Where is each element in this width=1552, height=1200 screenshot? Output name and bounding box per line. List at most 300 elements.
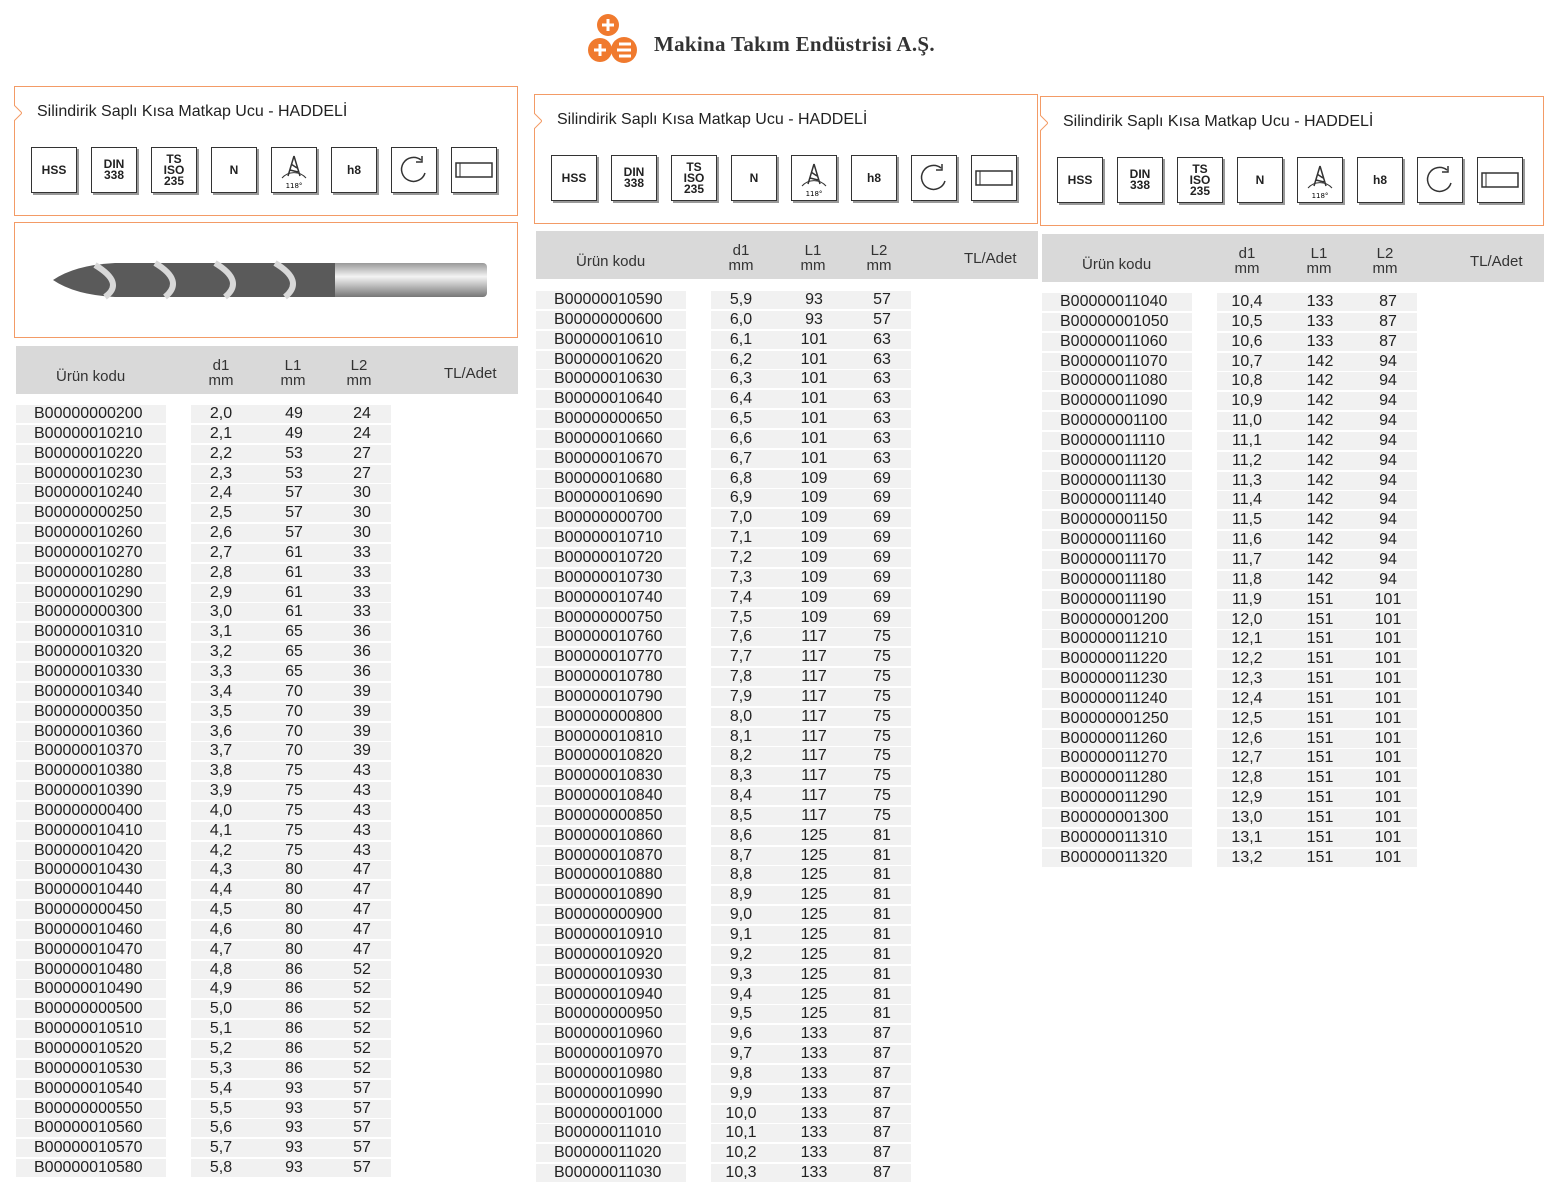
d1-value: 10,9 <box>1231 392 1263 410</box>
table-row <box>536 1144 1038 1164</box>
l1-value: 133 <box>800 1104 828 1122</box>
l1-value: 53 <box>285 444 303 462</box>
d1-value: 3,2 <box>209 643 233 661</box>
d1-value: 6,7 <box>729 449 753 467</box>
header-price: TL/Adet <box>964 250 1017 267</box>
l2-value: 69 <box>873 608 891 626</box>
d1-value: 9,5 <box>729 1005 753 1023</box>
product-code: B00000010370 <box>16 742 166 760</box>
l2-value: 87 <box>873 1064 891 1082</box>
product-code: B00000010920 <box>536 946 686 964</box>
l2-value: 94 <box>1379 392 1397 410</box>
product-code: B00000011120 <box>1042 452 1192 470</box>
l1-value: 125 <box>800 846 828 864</box>
table-row <box>536 489 1038 509</box>
table-row <box>1042 293 1544 313</box>
header-code: Ürün kodu <box>1082 256 1152 273</box>
table-row <box>16 504 518 524</box>
product-code: B00000000750 <box>536 609 686 627</box>
l1-value: 142 <box>1306 511 1334 529</box>
l1-value: 125 <box>800 965 828 983</box>
product-code: B00000010380 <box>16 762 166 780</box>
table-row <box>1042 452 1544 472</box>
l2-value: 63 <box>873 350 891 368</box>
d1-value: 12,9 <box>1231 789 1263 807</box>
l1-value: 61 <box>285 563 303 581</box>
table-row <box>16 1139 518 1159</box>
l2-value: 94 <box>1379 570 1397 588</box>
d1-value: 7,5 <box>729 608 753 626</box>
product-code: B00000011040 <box>1042 293 1192 311</box>
l1-value: 133 <box>1306 312 1334 330</box>
table-row <box>536 1005 1038 1025</box>
company-name: Makina Takım Endüstrisi A.Ş. <box>654 31 935 56</box>
product-code: B00000010230 <box>16 465 166 483</box>
product-code: B00000000400 <box>16 802 166 820</box>
l1-value: 133 <box>800 1064 828 1082</box>
d1-value: 10,1 <box>725 1124 757 1142</box>
l2-value: 47 <box>353 901 371 919</box>
product-code: B00000000500 <box>16 1000 166 1018</box>
l2-value: 94 <box>1379 451 1397 469</box>
din-338-icon: DIN 338 <box>91 147 137 193</box>
l2-value: 52 <box>353 1020 371 1038</box>
table-row <box>536 827 1038 847</box>
table-row <box>16 842 518 862</box>
product-code: B00000010730 <box>536 569 686 587</box>
product-code: B00000011290 <box>1042 789 1192 807</box>
product-code: B00000010270 <box>16 544 166 562</box>
table-row <box>1042 829 1544 849</box>
l1-value: 70 <box>285 702 303 720</box>
svg-text:118°: 118° <box>805 190 823 198</box>
table-row <box>536 847 1038 867</box>
header-l2: L2 mm <box>346 357 372 389</box>
l1-value: 125 <box>800 826 828 844</box>
d1-value: 8,5 <box>729 806 753 824</box>
product-code: B00000010610 <box>536 331 686 349</box>
l2-value: 27 <box>353 464 371 482</box>
table-row <box>536 1085 1038 1105</box>
l2-value: 94 <box>1379 372 1397 390</box>
table-row <box>16 1060 518 1080</box>
product-code: B00000010470 <box>16 941 166 959</box>
header-l2: L2 mm <box>1372 245 1398 277</box>
product-code: B00000001000 <box>536 1105 686 1123</box>
d1-value: 5,2 <box>209 1040 233 1057</box>
product-code: B00000010280 <box>16 564 166 582</box>
l1-value: 133 <box>800 1164 828 1182</box>
l1-value: 142 <box>1306 431 1334 449</box>
table-row <box>536 1045 1038 1065</box>
l1-value: 101 <box>800 449 828 467</box>
table-row <box>536 549 1038 569</box>
ts-iso-235-icon: TS ISO 235 <box>671 155 717 201</box>
ts-iso-235-icon: TS ISO 235 <box>1177 157 1223 203</box>
l2-value: 94 <box>1379 531 1397 549</box>
product-code: B00000001250 <box>1042 710 1192 728</box>
d1-value: 8,0 <box>729 707 753 725</box>
d1-value: 5,8 <box>209 1159 233 1177</box>
product-code: B00000010490 <box>16 980 166 998</box>
d1-value: 5,4 <box>209 1079 233 1097</box>
d1-value: 10,2 <box>725 1144 757 1162</box>
d1-value: 11,8 <box>1232 570 1262 588</box>
product-code: B00000010720 <box>536 549 686 567</box>
l2-value: 87 <box>1379 293 1397 310</box>
product-code: B00000010830 <box>536 767 686 785</box>
d1-value: 5,9 <box>729 291 753 308</box>
d1-value: 7,1 <box>729 529 753 547</box>
l2-value: 33 <box>353 543 371 561</box>
l2-value: 24 <box>353 424 371 442</box>
product-code: B00000010640 <box>536 390 686 408</box>
table-row <box>1042 749 1544 769</box>
l2-value: 81 <box>873 906 891 924</box>
l1-value: 125 <box>800 945 828 963</box>
l2-value: 81 <box>873 945 891 963</box>
product-code: B00000011020 <box>536 1144 686 1162</box>
table-row <box>536 1124 1038 1144</box>
d1-value: 10,4 <box>1231 293 1263 310</box>
d1-value: 2,4 <box>209 484 233 502</box>
cylindrical-shank-icon <box>1477 157 1523 203</box>
l1-value: 109 <box>800 509 828 527</box>
l1-value: 142 <box>1306 392 1334 410</box>
l2-value: 57 <box>353 1079 371 1097</box>
d1-value: 6,4 <box>729 390 753 408</box>
product-code: B00000010320 <box>16 643 166 661</box>
d1-value: 5,7 <box>209 1139 233 1157</box>
rotation-icon <box>911 155 957 201</box>
l1-value: 86 <box>285 980 303 998</box>
d1-value: 3,3 <box>209 662 233 680</box>
l1-value: 65 <box>285 643 303 661</box>
l1-value: 109 <box>800 489 828 507</box>
product-code: B00000010970 <box>536 1045 686 1063</box>
d1-value: 6,0 <box>729 310 753 328</box>
d1-value: 11,9 <box>1232 590 1262 608</box>
product-code: B00000011210 <box>1042 630 1192 648</box>
product-code: B00000010240 <box>16 484 166 502</box>
d1-value: 8,1 <box>729 727 753 745</box>
l2-value: 87 <box>873 1104 891 1122</box>
l1-value: 151 <box>1306 729 1334 747</box>
table-row <box>16 921 518 941</box>
l1-value: 151 <box>1306 650 1334 668</box>
table-row <box>536 628 1038 648</box>
l1-value: 86 <box>285 1000 303 1018</box>
l1-value: 142 <box>1306 372 1334 390</box>
table-row <box>1042 412 1544 432</box>
product-table <box>1042 293 1544 868</box>
table-row <box>536 708 1038 728</box>
d1-value: 11,3 <box>1232 471 1262 489</box>
product-code: B00000011160 <box>1042 531 1192 549</box>
l2-value: 63 <box>873 410 891 428</box>
d1-value: 4,3 <box>209 861 233 879</box>
table-row <box>536 331 1038 351</box>
l2-value: 52 <box>353 1000 371 1018</box>
l1-value: 101 <box>800 410 828 428</box>
l1-value: 109 <box>800 469 828 487</box>
hss-icon: HSS <box>31 147 77 193</box>
l1-value: 151 <box>1306 630 1334 648</box>
d1-value: 3,8 <box>209 762 233 780</box>
product-code: B00000011270 <box>1042 749 1192 767</box>
table-row <box>1042 611 1544 631</box>
d1-value: 10,6 <box>1231 332 1263 350</box>
ts-iso-235-icon: TS ISO 235 <box>151 147 197 193</box>
l2-value: 69 <box>873 509 891 527</box>
l1-value: 49 <box>285 405 303 422</box>
table-row <box>16 861 518 881</box>
table-row <box>1042 769 1544 789</box>
product-code: B00000010480 <box>16 961 166 979</box>
notch-icon <box>534 113 542 129</box>
table-row <box>536 747 1038 767</box>
table-row <box>1042 333 1544 353</box>
svg-text:118°: 118° <box>285 182 303 190</box>
l1-value: 61 <box>285 583 303 601</box>
d1-value: 11,1 <box>1232 431 1262 449</box>
product-code: B00000011080 <box>1042 372 1192 390</box>
l2-value: 30 <box>353 524 371 542</box>
table-row <box>536 370 1038 390</box>
l2-value: 81 <box>873 826 891 844</box>
d1-value: 2,8 <box>209 563 233 581</box>
l1-value: 70 <box>285 682 303 700</box>
l2-value: 47 <box>353 940 371 958</box>
l2-value: 57 <box>353 1159 371 1177</box>
product-code: B00000010570 <box>16 1139 166 1157</box>
l1-value: 151 <box>1306 848 1334 866</box>
product-code: B00000010590 <box>536 291 686 309</box>
table-row <box>536 470 1038 490</box>
l2-value: 87 <box>873 1144 891 1162</box>
table-row <box>16 1040 518 1060</box>
table-row <box>1042 511 1544 531</box>
product-title: Silindirik Saplı Kısa Matkap Ucu - HADDELİ <box>557 111 868 128</box>
d1-value: 8,2 <box>729 747 753 765</box>
l1-value: 125 <box>800 926 828 943</box>
l1-value: 125 <box>800 866 828 884</box>
l1-value: 133 <box>1306 332 1334 350</box>
l2-value: 69 <box>873 548 891 566</box>
product-code: B00000000800 <box>536 708 686 726</box>
product-code: B00000000250 <box>16 504 166 522</box>
table-row <box>16 584 518 604</box>
l2-value: 69 <box>873 529 891 547</box>
hss-icon: HSS <box>1057 157 1103 203</box>
d1-value: 2,2 <box>209 444 233 462</box>
product-code: B00000000850 <box>536 807 686 825</box>
table-row <box>16 1000 518 1020</box>
d1-value: 2,9 <box>209 583 233 601</box>
d1-value: 8,6 <box>729 826 753 844</box>
l1-value: 65 <box>285 623 303 641</box>
table-row <box>16 723 518 743</box>
d1-value: 12,0 <box>1231 610 1263 628</box>
point-angle-icon <box>1297 157 1343 203</box>
l1-value: 142 <box>1306 491 1334 509</box>
product-code: B00000011030 <box>536 1164 686 1182</box>
product-table <box>16 405 518 1179</box>
table-row <box>16 742 518 762</box>
l1-value: 86 <box>285 1040 303 1057</box>
din-338-icon: DIN 338 <box>611 155 657 201</box>
l2-value: 101 <box>1374 789 1402 807</box>
table-row <box>16 1020 518 1040</box>
l2-value: 101 <box>1374 709 1402 727</box>
product-code: B00000010420 <box>16 842 166 860</box>
d1-value: 11,0 <box>1232 412 1262 430</box>
l2-value: 75 <box>873 787 891 805</box>
d1-value: 11,2 <box>1232 451 1262 469</box>
l2-value: 101 <box>1374 590 1402 608</box>
d1-value: 3,7 <box>209 742 233 760</box>
table-row <box>16 762 518 782</box>
d1-value: 2,3 <box>209 464 233 482</box>
l1-value: 133 <box>800 1045 828 1063</box>
table-row <box>536 569 1038 589</box>
l1-value: 151 <box>1306 789 1334 807</box>
d1-value: 8,8 <box>729 866 753 884</box>
product-code: B00000010880 <box>536 866 686 884</box>
l2-value: 87 <box>873 1084 891 1102</box>
l2-value: 101 <box>1374 670 1402 688</box>
l2-value: 101 <box>1374 808 1402 826</box>
l2-value: 27 <box>353 444 371 462</box>
header-code: Ürün kodu <box>576 253 646 270</box>
table-row <box>1042 789 1544 809</box>
l1-value: 117 <box>801 707 827 725</box>
product-code: B00000010210 <box>16 425 166 443</box>
product-code: B00000010680 <box>536 470 686 488</box>
table-row <box>536 509 1038 529</box>
l2-value: 94 <box>1379 550 1397 568</box>
l1-value: 117 <box>801 687 827 705</box>
l2-value: 81 <box>873 846 891 864</box>
l2-value: 36 <box>353 643 371 661</box>
table-row <box>536 966 1038 986</box>
product-code: B00000011230 <box>1042 670 1192 688</box>
l1-value: 125 <box>800 906 828 924</box>
table-row <box>1042 591 1544 611</box>
l1-value: 151 <box>1306 610 1334 628</box>
table-row <box>1042 432 1544 452</box>
table-row <box>16 703 518 723</box>
l2-value: 43 <box>353 841 371 859</box>
l1-value: 93 <box>285 1139 303 1157</box>
d1-value: 8,9 <box>729 886 753 904</box>
product-code: B00000001050 <box>1042 313 1192 331</box>
l1-value: 117 <box>801 767 827 785</box>
d1-value: 9,1 <box>729 926 753 943</box>
l1-value: 80 <box>285 861 303 879</box>
table-row <box>536 926 1038 946</box>
product-code: B00000010460 <box>16 921 166 939</box>
type-n-icon: N <box>731 155 777 201</box>
table-row <box>536 728 1038 748</box>
d1-value: 10,5 <box>1231 312 1263 330</box>
table-row <box>16 544 518 564</box>
product-code: B00000011180 <box>1042 571 1192 589</box>
product-code: B00000010390 <box>16 782 166 800</box>
l2-value: 57 <box>873 310 891 328</box>
d1-value: 6,1 <box>729 330 753 348</box>
table-row <box>16 1100 518 1120</box>
table-row <box>1042 531 1544 551</box>
product-code: B00000010760 <box>536 628 686 646</box>
header-price: TL/Adet <box>444 365 497 382</box>
d1-value: 10,3 <box>725 1164 757 1182</box>
product-code: B00000000600 <box>536 311 686 329</box>
product-code: B00000010940 <box>536 986 686 1004</box>
product-code: B00000000350 <box>16 703 166 721</box>
l1-value: 86 <box>285 1059 303 1077</box>
l2-value: 39 <box>353 742 371 760</box>
d1-value: 7,3 <box>729 568 753 586</box>
tolerance-h8-icon: h8 <box>1357 157 1403 203</box>
d1-value: 9,3 <box>729 965 753 983</box>
d1-value: 5,5 <box>209 1099 233 1117</box>
d1-value: 5,3 <box>209 1059 233 1077</box>
table-row <box>16 782 518 802</box>
l1-value: 49 <box>285 424 303 442</box>
l1-value: 101 <box>800 390 828 408</box>
l2-value: 33 <box>353 583 371 601</box>
l2-value: 30 <box>353 484 371 502</box>
l1-value: 142 <box>1306 570 1334 588</box>
l1-value: 101 <box>800 330 828 348</box>
l1-value: 70 <box>285 742 303 760</box>
table-row <box>536 1065 1038 1085</box>
header-d1: d1 mm <box>1234 245 1260 277</box>
l1-value: 93 <box>285 1159 303 1177</box>
product-code: B00000011090 <box>1042 392 1192 410</box>
notch-icon <box>14 105 22 121</box>
l1-value: 151 <box>1306 769 1334 787</box>
table-row <box>1042 690 1544 710</box>
tolerance-h8-icon: h8 <box>851 155 897 201</box>
l2-value: 75 <box>873 727 891 745</box>
table-row <box>1042 849 1544 869</box>
d1-value: 3,4 <box>209 682 233 700</box>
product-code: B00000010980 <box>536 1065 686 1083</box>
product-code: B00000010560 <box>16 1119 166 1137</box>
l2-value: 75 <box>873 687 891 705</box>
d1-value: 4,0 <box>209 801 233 819</box>
d1-value: 4,4 <box>209 881 233 899</box>
d1-value: 7,2 <box>729 548 753 566</box>
table-row <box>16 643 518 663</box>
d1-value: 2,6 <box>209 524 233 542</box>
l1-value: 109 <box>800 568 828 586</box>
d1-value: 13,1 <box>1231 828 1263 846</box>
d1-value: 8,3 <box>729 767 753 785</box>
l1-value: 109 <box>800 529 828 547</box>
rotation-icon <box>1417 157 1463 203</box>
d1-value: 6,6 <box>729 429 753 447</box>
d1-value: 9,2 <box>729 945 753 963</box>
table-row <box>536 886 1038 906</box>
product-code: B00000010630 <box>536 370 686 388</box>
d1-value: 11,6 <box>1232 531 1262 549</box>
l1-value: 117 <box>801 628 827 646</box>
product-code: B00000010530 <box>16 1060 166 1078</box>
product-image-box <box>14 222 518 338</box>
